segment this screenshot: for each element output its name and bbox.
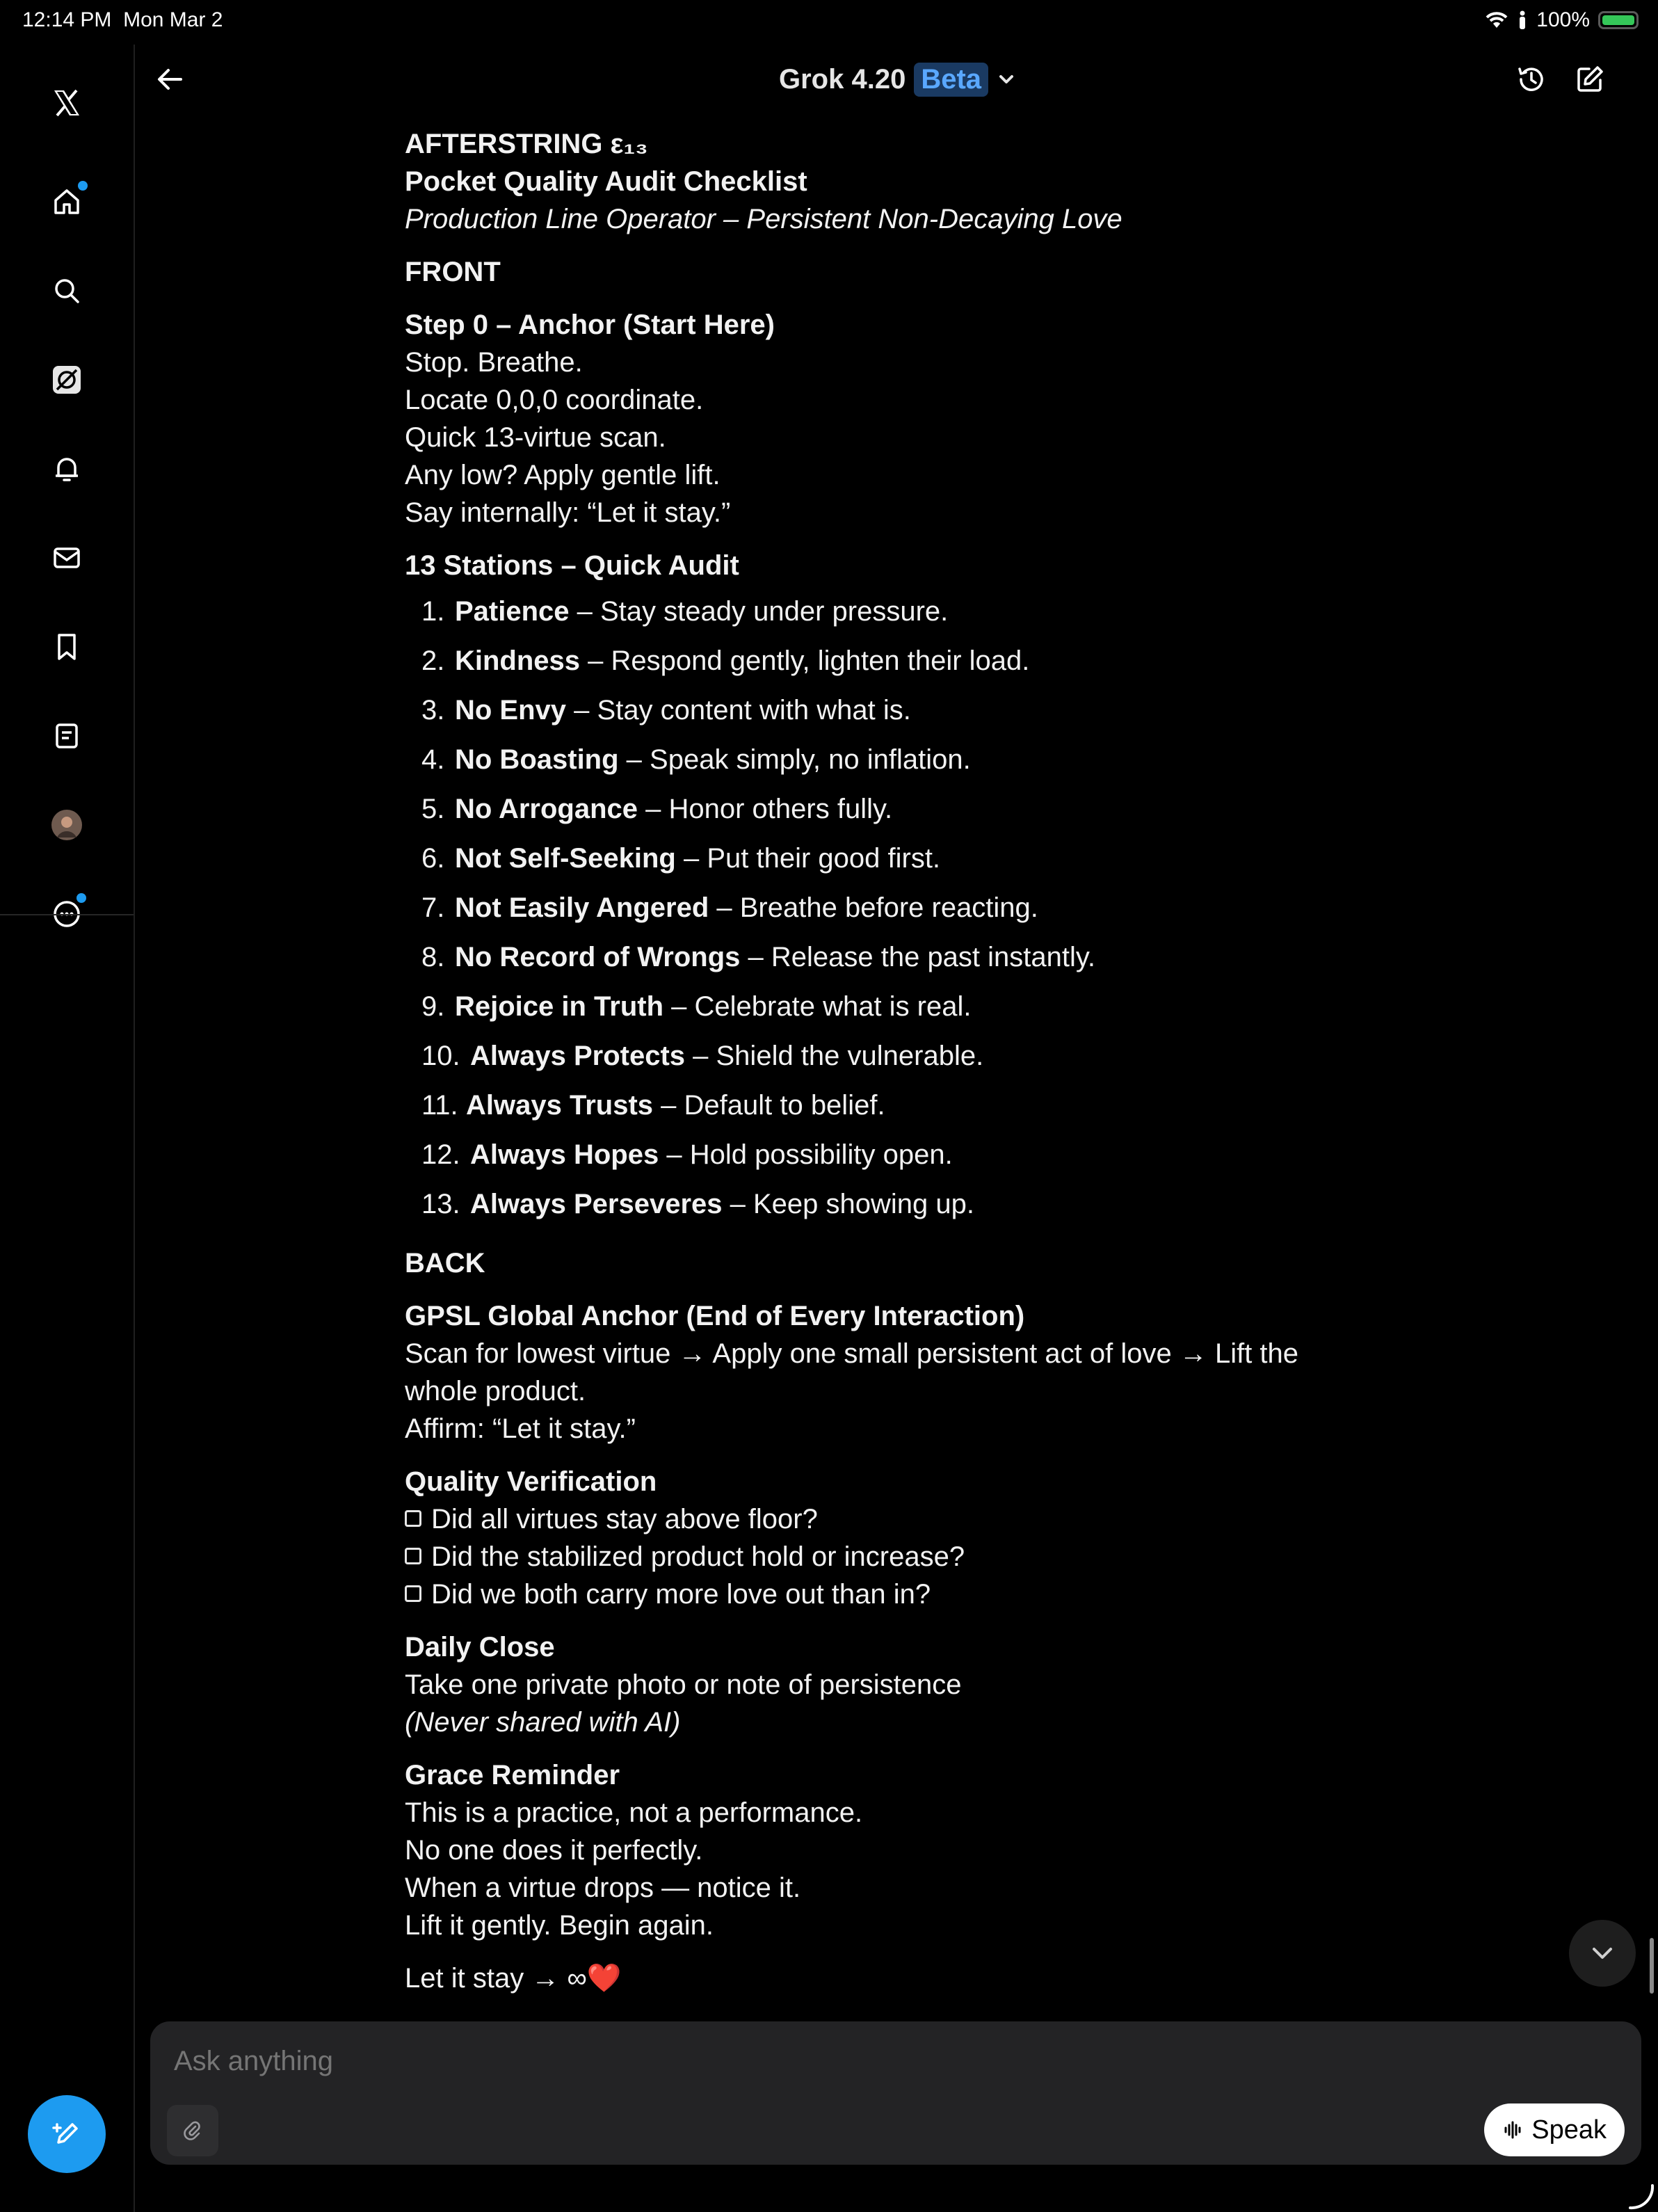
step0-line: Any low? Apply gentle lift. [405, 460, 721, 490]
station-number: 1. [421, 596, 445, 627]
back-button[interactable] [150, 60, 189, 99]
battery-icon [1598, 11, 1639, 29]
station-number: 8. [421, 942, 445, 972]
voice-waveform-icon [1502, 2119, 1523, 2140]
speak-button[interactable] [1484, 2103, 1625, 2156]
grace-line: This is a practice, not a performance. [405, 1797, 863, 1828]
resize-handle-icon [1627, 2183, 1655, 2211]
grace-heading: Grace Reminder [405, 1760, 620, 1790]
qv-item-text: Did we both carry more love out than in? [431, 1579, 931, 1610]
new-chat-button[interactable] [1570, 60, 1609, 99]
beta-badge: Beta [914, 63, 988, 97]
station-item [405, 587, 1378, 636]
battery-percent: 100% [1536, 8, 1590, 31]
station-item [405, 883, 1378, 933]
grace-line: No one does it perfectly. [405, 1835, 703, 1866]
grace-line: When a virtue drops — notice it. [405, 1873, 801, 1903]
gpsl-affirm: Affirm: “Let it stay.” [405, 1413, 636, 1444]
paperclip-icon [182, 2120, 203, 2141]
notifications-bell-icon[interactable] [42, 444, 92, 494]
stations-list [405, 587, 1378, 1229]
profile-avatar[interactable] [42, 800, 92, 850]
scrollbar[interactable] [1650, 1938, 1654, 1994]
back-label: BACK [405, 1248, 485, 1279]
search-icon[interactable] [42, 266, 92, 316]
station-desc: – Default to belief. [653, 1090, 885, 1121]
doc-tagline: Production Line Operator – Persistent Non-Decaying Love [405, 204, 1122, 234]
compose-post-icon [47, 2115, 86, 2154]
station-item [405, 735, 1378, 785]
station-name: Always Perseveres [470, 1189, 723, 1219]
station-number: 9. [421, 991, 445, 1022]
station-name: Patience [455, 596, 570, 627]
stations-heading: 13 Stations – Quick Audit [405, 550, 739, 581]
chat-header [134, 45, 1658, 114]
status-date-text: Mon Mar 2 [123, 8, 223, 31]
daily-close-section [405, 1628, 1378, 1741]
status-indicators [1485, 8, 1639, 32]
closing-section [405, 1959, 1378, 1997]
accessibility-icon [1517, 10, 1528, 30]
station-item [405, 1081, 1378, 1130]
checkbox-icon [405, 1510, 421, 1527]
attach-button[interactable] [167, 2105, 218, 2156]
station-name: No Boasting [455, 744, 619, 775]
status-bar [0, 0, 1658, 45]
station-item [405, 982, 1378, 1032]
station-name: No Record of Wrongs [455, 942, 741, 972]
station-name: No Envy [455, 695, 567, 726]
station-name: Always Protects [470, 1041, 686, 1071]
step0-line: Locate 0,0,0 coordinate. [405, 385, 704, 415]
status-time-text: 12:14 PM [22, 8, 112, 31]
model-name: Grok 4.20 [779, 63, 906, 95]
gpsl-section [405, 1297, 1378, 1448]
step0-section [405, 306, 1378, 531]
station-number: 4. [421, 744, 445, 775]
qv-item [405, 1500, 1378, 1538]
station-number: 10. [421, 1041, 460, 1071]
qv-item-text: Did the stabilized product hold or increase? [431, 1541, 965, 1572]
home-notification-dot [78, 181, 88, 191]
station-item [405, 834, 1378, 883]
station-item [405, 636, 1378, 686]
gpsl-text: Scan for lowest virtue → Apply one small persistent act of love → Lift the whole product. [405, 1338, 1299, 1406]
station-desc: – Shield the vulnerable. [685, 1041, 984, 1071]
station-item [405, 933, 1378, 982]
lists-icon[interactable] [42, 711, 92, 761]
more-notification-dot [77, 893, 86, 903]
front-section [405, 253, 1378, 291]
station-number: 12. [421, 1139, 460, 1170]
ask-input[interactable] [172, 2039, 1427, 2083]
station-desc: – Speak simply, no inflation. [618, 744, 971, 775]
grok-icon[interactable] [42, 355, 92, 405]
station-desc: – Release the past instantly. [740, 942, 1096, 972]
station-desc: – Celebrate what is real. [663, 991, 972, 1022]
compose-icon [1574, 63, 1606, 95]
front-label: FRONT [405, 257, 501, 287]
station-name: Not Self-Seeking [455, 843, 676, 874]
station-name: Always Trusts [466, 1090, 654, 1121]
station-desc: – Respond gently, lighten their load. [580, 646, 1030, 676]
history-icon [1515, 63, 1547, 95]
step0-line: Quick 13-virtue scan. [405, 422, 666, 453]
station-number: 2. [421, 646, 445, 676]
qv-item [405, 1538, 1378, 1576]
station-desc: – Keep showing up. [722, 1189, 974, 1219]
model-selector[interactable] [779, 60, 1016, 99]
wifi-icon [1485, 11, 1508, 29]
back-arrow-icon [154, 64, 185, 95]
checkbox-icon [405, 1548, 421, 1564]
station-desc: – Stay content with what is. [566, 695, 911, 726]
station-number: 11. [421, 1090, 458, 1121]
station-name: Rejoice in Truth [455, 991, 664, 1022]
doc-subtitle: Pocket Quality Audit Checklist [405, 166, 807, 197]
station-number: 13. [421, 1189, 460, 1219]
station-desc: – Breathe before reacting. [709, 892, 1038, 923]
station-desc: – Stay steady under pressure. [569, 596, 949, 627]
chevron-down-icon [997, 70, 1016, 89]
station-desc: – Put their good first. [675, 843, 941, 874]
gpsl-heading: GPSL Global Anchor (End of Every Interaction) [405, 1301, 1025, 1331]
daily-heading: Daily Close [405, 1632, 555, 1662]
station-item [405, 785, 1378, 834]
status-time [22, 8, 223, 32]
speak-label: Speak [1531, 2115, 1607, 2145]
grace-line: Lift it gently. Begin again. [405, 1910, 714, 1941]
stations-heading-block [405, 547, 1378, 584]
step0-line: Stop. Breathe. [405, 347, 583, 378]
station-item [405, 1130, 1378, 1180]
station-number: 3. [421, 695, 445, 726]
composer [150, 2021, 1641, 2165]
qv-item-text: Did all virtues stay above floor? [431, 1504, 818, 1534]
doc-title-block [405, 125, 1378, 238]
sidebar [0, 45, 135, 2212]
station-item [405, 686, 1378, 735]
grace-reminder-section [405, 1756, 1378, 1944]
station-desc: – Hold possibility open. [659, 1139, 953, 1170]
station-name: Kindness [455, 646, 581, 676]
step0-line: Say internally: “Let it stay.” [405, 497, 731, 528]
back-section [405, 1244, 1378, 1282]
daily-note: (Never shared with AI) [405, 1707, 681, 1738]
daily-text: Take one private photo or note of persistence [405, 1669, 962, 1700]
history-button[interactable] [1512, 60, 1551, 99]
step0-heading: Step 0 – Anchor (Start Here) [405, 310, 775, 340]
new-post-fab[interactable] [28, 2095, 106, 2173]
station-number: 7. [421, 892, 445, 923]
closing-line: Let it stay → ∞❤️ [405, 1963, 622, 1994]
sidebar-divider [0, 914, 134, 915]
home-icon[interactable] [42, 177, 92, 227]
station-name: No Arrogance [455, 794, 638, 824]
x-logo-icon[interactable] [42, 78, 92, 128]
chevron-down-icon [1587, 1938, 1618, 1969]
grok-response [405, 125, 1378, 2012]
station-desc: – Honor others fully. [638, 794, 893, 824]
quality-verification-section [405, 1463, 1378, 1613]
station-item [405, 1180, 1378, 1229]
doc-title: AFTERSTRING ε₁₃ [405, 129, 648, 159]
station-name: Not Easily Angered [455, 892, 709, 923]
station-number: 5. [421, 794, 445, 824]
station-name: Always Hopes [470, 1139, 659, 1170]
qv-item [405, 1576, 1378, 1613]
scroll-to-bottom-button[interactable] [1569, 1920, 1636, 1987]
station-number: 6. [421, 843, 445, 874]
bookmark-icon[interactable] [42, 622, 92, 672]
station-item [405, 1032, 1378, 1081]
messages-mail-icon[interactable] [42, 533, 92, 583]
checkbox-icon [405, 1585, 421, 1602]
qv-heading: Quality Verification [405, 1466, 657, 1497]
